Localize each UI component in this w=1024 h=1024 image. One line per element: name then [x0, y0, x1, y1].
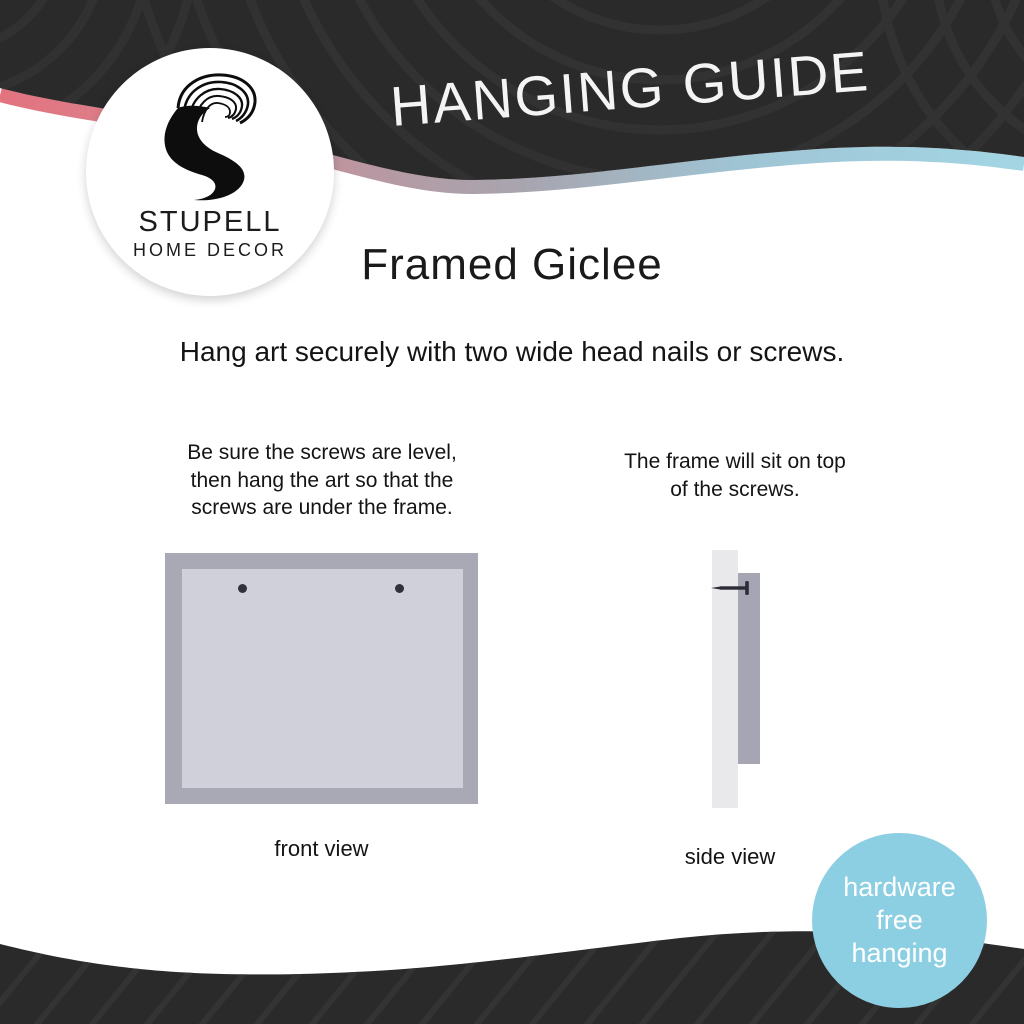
badge-line: hanging [851, 938, 948, 968]
hardware-free-badge [812, 833, 987, 1008]
screw-dot [395, 584, 404, 593]
brand-name: STUPELL [138, 206, 282, 238]
brand-tagline: HOME DECOR [132, 240, 287, 260]
s-swirl-icon [158, 72, 262, 202]
page-title: HANGING GUIDE [388, 39, 872, 138]
instruction-line: of the screws. [670, 477, 800, 501]
badge-line: free [876, 905, 923, 935]
front-view-instruction [132, 439, 512, 522]
nail-icon [711, 579, 753, 597]
frame-front-diagram [165, 553, 478, 804]
instruction-line: Be sure the screws are level, [187, 441, 457, 464]
side-view-instruction [585, 448, 885, 503]
instruction-line: then hang the art so that the [190, 468, 454, 492]
screw-dot [238, 584, 247, 593]
product-type-title: Framed Giclee [361, 240, 663, 289]
instruction-line: The frame will sit on top [624, 450, 846, 473]
frame-front-inner-panel [182, 569, 463, 788]
side-view-backing-bar [738, 573, 760, 764]
front-view-caption: front view [274, 836, 369, 861]
intro-text: Hang art securely with two wide head nails or screws. [179, 336, 845, 367]
badge-line: hardware [843, 872, 956, 902]
instruction-line: screws are under the frame. [191, 496, 453, 519]
side-view-caption: side view [684, 844, 776, 869]
